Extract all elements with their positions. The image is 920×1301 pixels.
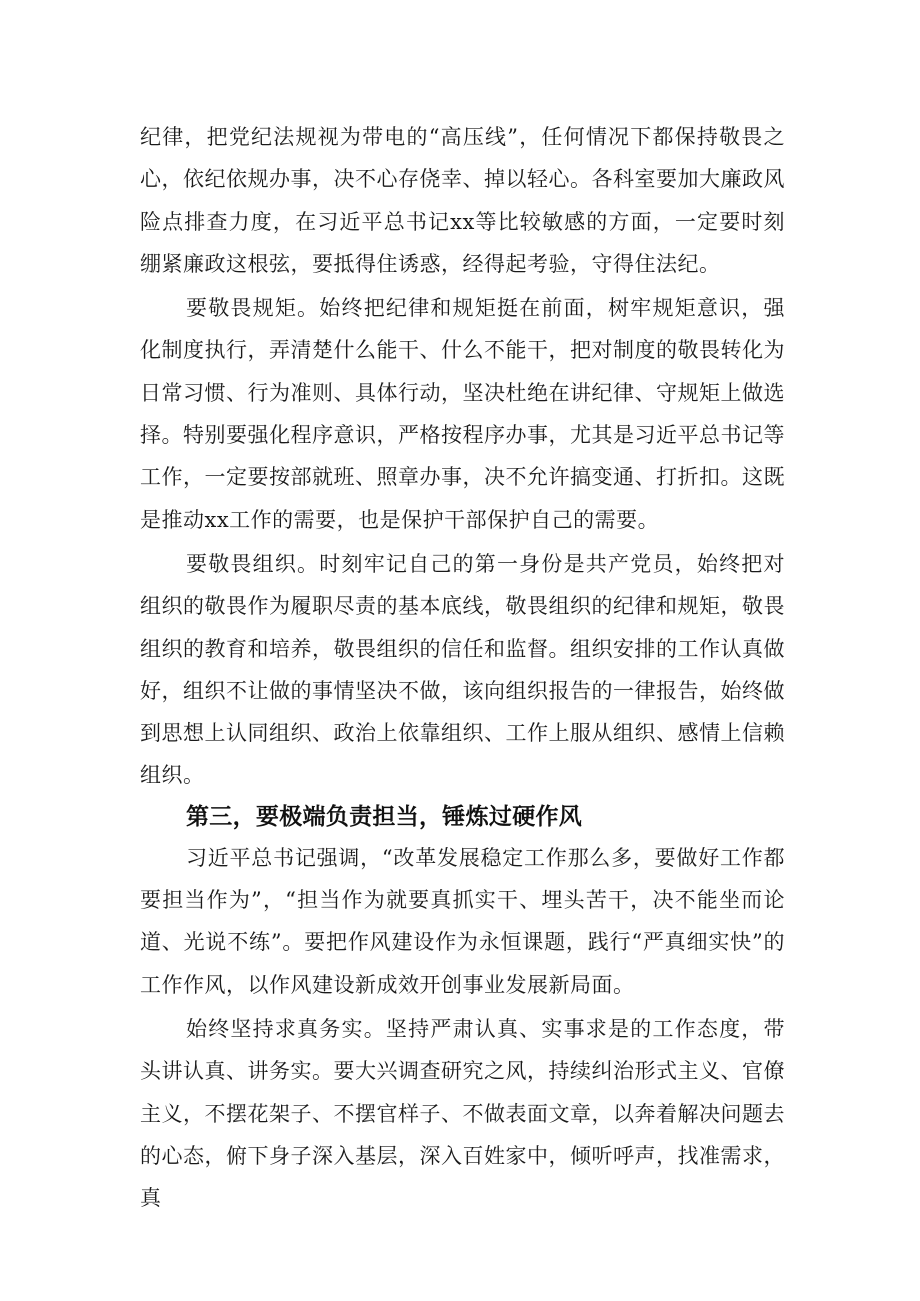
- paragraph-continued: 纪律，把党纪法规视为带电的“高压线”，任何情况下都保持敬畏之心，依纪依规办事，决不心存侥幸、掉以轻心。各科室要加大廉政风险点排查力度，在习近平总书记xx等比较敏感的方面，一定要时刻绷紧廉政这根弦，要抵得住诱惑，经得起考验，守得住法纪。: [140, 125, 785, 276]
- section-heading: 第三，要极端负责担当，锤炼过硬作风: [186, 803, 583, 830]
- paragraph-revere-rules: 要敬畏规矩。始终把纪律和规矩挺在前面，树牢规矩意识，强化制度执行，弄清楚什么能干、什么不能干，把对制度的敬畏转化为日常习惯、行为准则、具体行动，坚决杜绝在讲纪律、守规矩上做选择。特别要强化程序意识，严格按程序办事，尤其是习近平总书记等工作，一定要按部就班、照章办事，决不允许搞变通、打折扣。这既是推动xx工作的需要，也是保护干部保护自己的需要。: [140, 296, 785, 532]
- paragraph-revere-organization: 要敬畏组织。时刻牢记自己的第一身份是共产党员，始终把对组织的敬畏作为履职尽责的基本底线，敬畏组织的纪律和规矩，敬畏组织的教育和培养，敬畏组织的信任和监督。组织安排的工作认真做好，组织不让做的事情坚决不做，该向组织报告的一律报告，始终做到思想上认同组织、政治上依靠组织、工作上服从组织、感情上信赖组织。: [140, 551, 785, 788]
- document-body: [140, 116, 785, 1219]
- paragraph-quote: 习近平总书记强调，“改革发展稳定工作那么多，要做好工作都要担当作为”，“担当作为就要真抓实干、埋头苦干，决不能坐而论道、光说不练”。要把作风建设作为永恒课题，践行“严真细实快”的工作作风，以作风建设新成效开创事业发展新局面。: [140, 845, 785, 997]
- paragraph-seek-truth: 始终坚持求真务实。坚持严肃认真、实事求是的工作态度，带头讲认真、讲务实。要大兴调查研究之风，持续纠治形式主义、官僚主义，不摆花架子、不摆官样子、不做表面文章，以奔着解决问题去的心态，俯下身子深入基层，深入百姓家中，倾听呼声，找准需求，真: [140, 1016, 785, 1211]
